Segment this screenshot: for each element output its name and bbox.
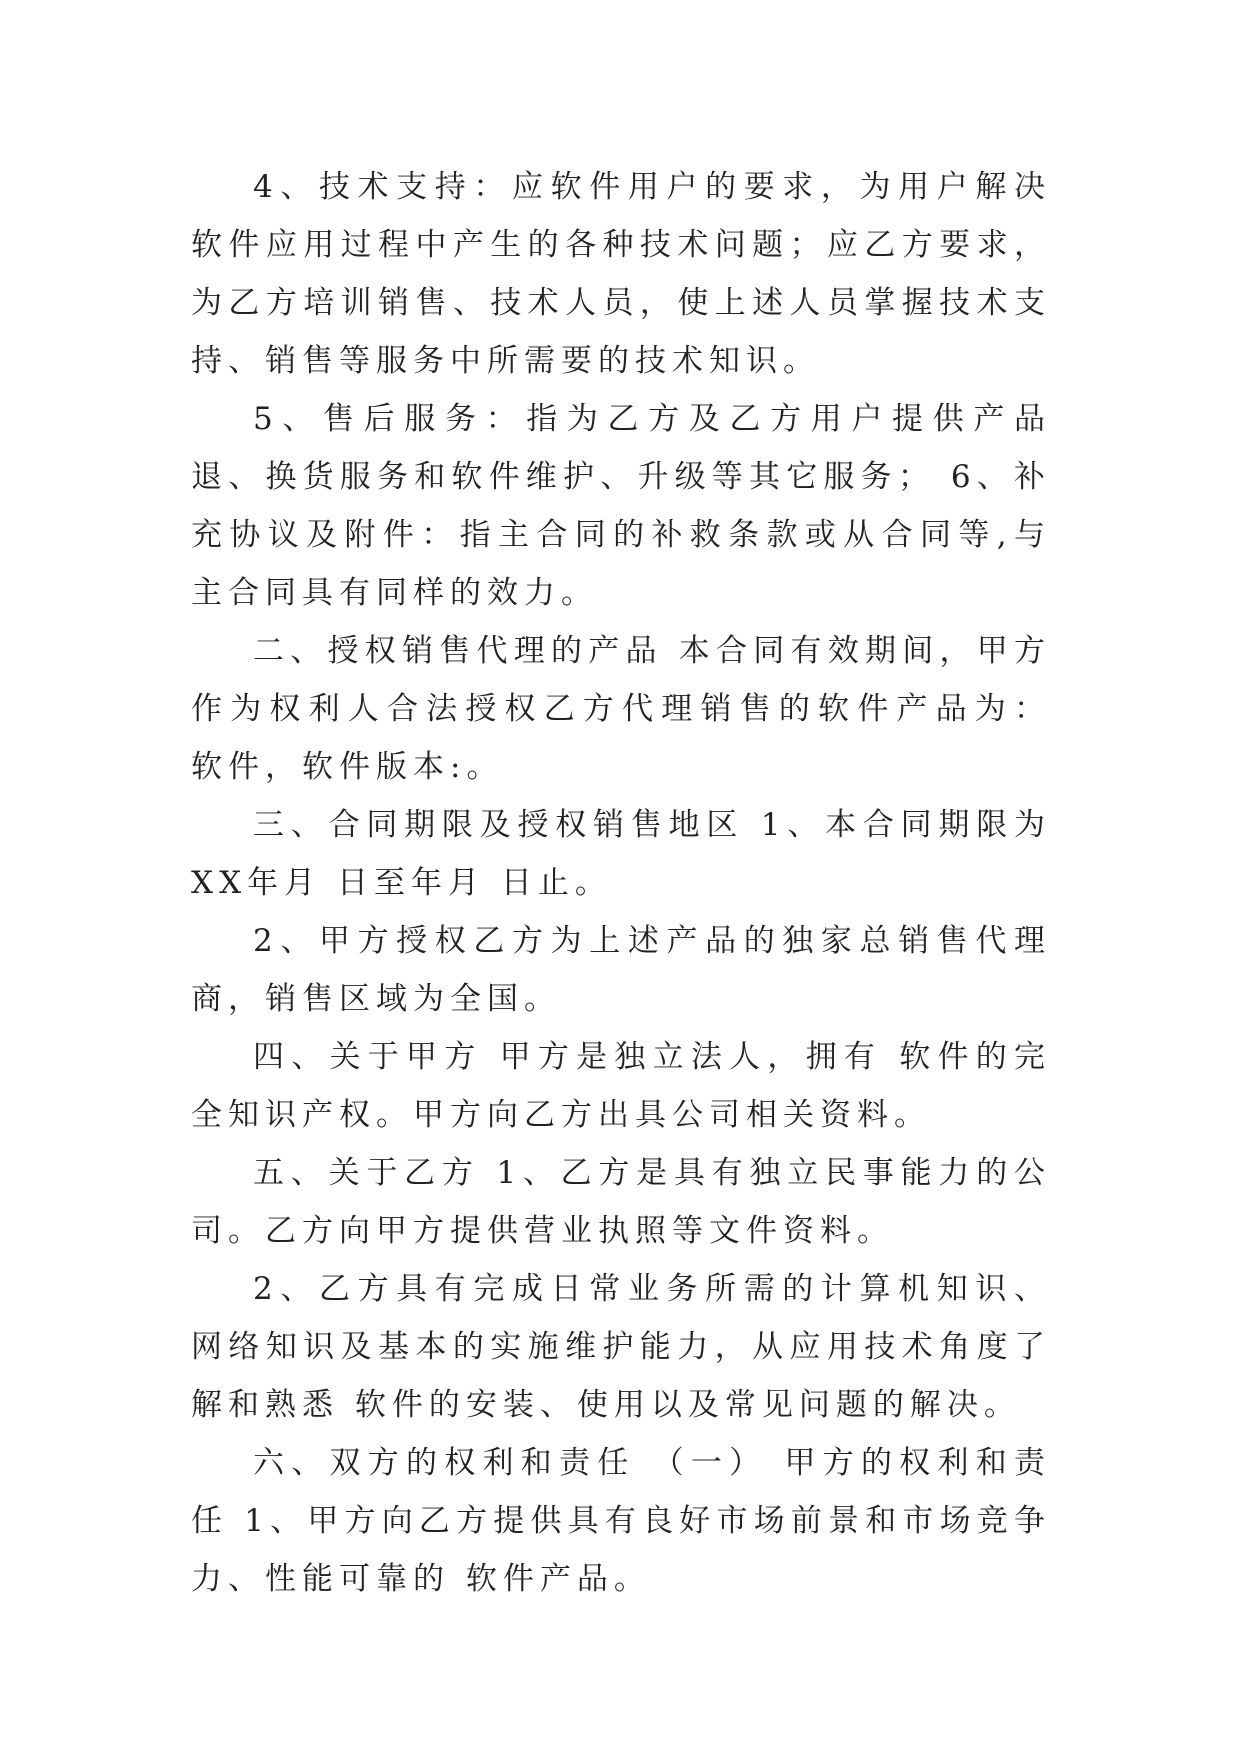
paragraph-about-party-b: 五、关于乙方 1、乙方是具有独立民事能力的公司。乙方向甲方提供营业执照等文件资料。 [191, 1155, 1051, 1249]
paragraph-authorized-products: 二、授权销售代理的产品 本合同有效期间，甲方作为权利人合法授权乙方代理销售的软件产品为： 软件，软件版本:。 [191, 633, 1051, 785]
paragraph-contract-term: 三、合同期限及授权销售地区 1、本合同期限为XX年月 日至年月 日止。 [191, 807, 1051, 901]
paragraph-party-b-capability: 2、乙方具有完成日常业务所需的计算机知识、网络知识及基本的实施维护能力，从应用技术角度了解和熟悉 软件的安装、使用以及常见问题的解决。 [191, 1271, 1051, 1423]
paragraph-technical-support: 4、技术支持：应软件用户的要求，为用户解决软件应用过程中产生的各种技术问题；应乙方要求，为乙方培训销售、技术人员，使上述人员掌握技术支持、销售等服务中所需要的技术知识。 [191, 169, 1051, 379]
paragraph-rights-and-duties: 六、双方的权利和责任 （一） 甲方的权利和责任 1、甲方向乙方提供具有良好市场前景和市场竞争力、性能可靠的 软件产品。 [191, 1445, 1051, 1597]
paragraph-sales-region: 2、甲方授权乙方为上述产品的独家总销售代理商，销售区域为全国。 [191, 923, 1051, 1017]
document-body [191, 158, 1051, 1608]
paragraph-after-sales-service: 5、售后服务：指为乙方及乙方用户提供产品退、换货服务和软件维护、升级等其它服务； 6、补充协议及附件：指主合同的补救条款或从合同等,与主合同具有同样的效力。 [191, 401, 1051, 611]
paragraph-about-party-a: 四、关于甲方 甲方是独立法人，拥有 软件的完全知识产权。甲方向乙方出具公司相关资料。 [191, 1039, 1051, 1133]
